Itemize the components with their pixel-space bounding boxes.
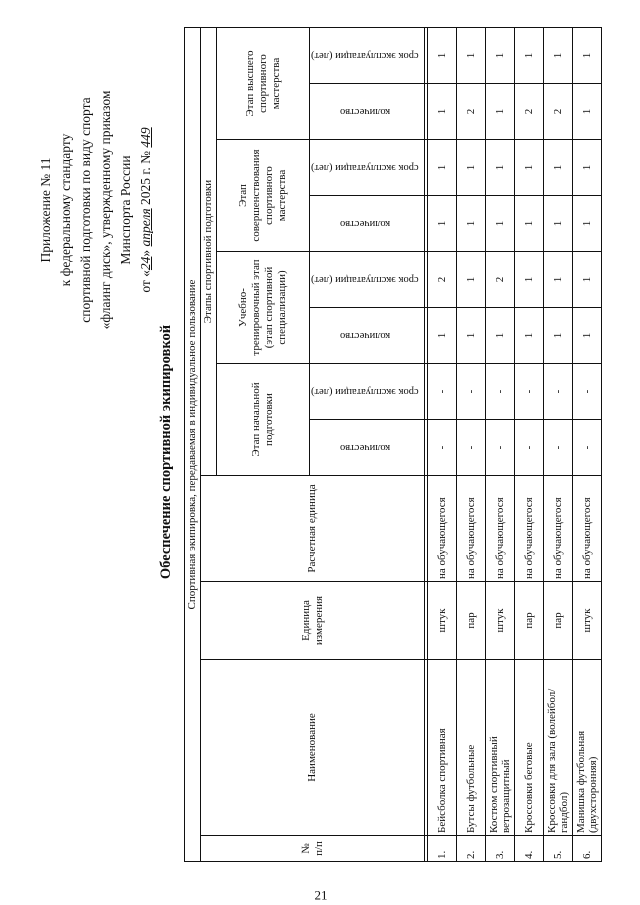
stage-header: Этап высшего спортивного мастерства (217, 28, 310, 140)
value-cell: 1 (428, 28, 457, 84)
page-number: 21 (314, 887, 328, 903)
value-cell: 1 (515, 252, 544, 308)
item-unit: штук (486, 582, 515, 660)
order-day: 24 (138, 256, 153, 271)
stage-header: Учебно-тренировочный этап (этап спортивной специализации) (217, 252, 310, 364)
col-num-header: № п/п (201, 836, 425, 862)
order-month: апреля (138, 208, 153, 247)
value-cell: - (544, 420, 573, 476)
value-cell: 1 (515, 140, 544, 196)
value-cell: - (486, 420, 515, 476)
value-cell: - (428, 420, 457, 476)
sub-header-qty (310, 420, 425, 476)
order-number: 449 (138, 127, 153, 148)
value-cell: 1 (428, 196, 457, 252)
sub-header-text: количество (339, 106, 391, 118)
table-row (457, 28, 486, 862)
sub-header-qty (310, 84, 425, 140)
sub-header-qty (310, 196, 425, 252)
value-cell: - (573, 364, 602, 420)
value-cell: 1 (573, 308, 602, 364)
row-number: 5. (544, 836, 573, 862)
header-line: Минспорта России (118, 155, 133, 265)
value-cell: - (428, 364, 457, 420)
sub-header-text: срок эксплуатации (лет) (311, 386, 419, 398)
stages-header: Этапы спортивной подготовки (201, 28, 217, 476)
value-cell: - (544, 364, 573, 420)
value-cell: - (515, 420, 544, 476)
value-cell: 1 (486, 140, 515, 196)
sub-header-text: количество (339, 442, 391, 454)
value-cell: - (486, 364, 515, 420)
item-name: Кроссовки для зала (волейбол/гандбол) (544, 660, 573, 836)
item-name: Манишка футбольная (двухсторонняя) (573, 660, 602, 836)
value-cell: 1 (457, 28, 486, 84)
value-cell: 2 (486, 252, 515, 308)
value-cell: 1 (544, 140, 573, 196)
item-unit: штук (573, 582, 602, 660)
item-name: Костюм спортивный ветрозащитный (486, 660, 515, 836)
appendix-header (36, 30, 156, 390)
item-unit: пар (544, 582, 573, 660)
value-cell: 1 (457, 308, 486, 364)
value-cell: - (515, 364, 544, 420)
value-cell: 2 (457, 84, 486, 140)
col-unit-header: Единица измерения (201, 582, 425, 660)
value-cell: 2 (544, 84, 573, 140)
value-cell: 1 (428, 140, 457, 196)
value-cell: - (573, 420, 602, 476)
order-date-line (136, 30, 156, 390)
row-number: 2. (457, 836, 486, 862)
item-calc-unit: на обучающегося (486, 476, 515, 582)
value-cell: 1 (544, 252, 573, 308)
sub-header-term (310, 364, 425, 420)
value-cell: 1 (486, 28, 515, 84)
item-name: Бутсы футбольные (457, 660, 486, 836)
stage-header: Этап начальной подготовки (217, 364, 310, 476)
item-unit: пар (515, 582, 544, 660)
equipment-table (184, 27, 602, 862)
value-cell: 1 (457, 140, 486, 196)
sub-header-term (310, 252, 425, 308)
value-cell: 1 (544, 28, 573, 84)
item-calc-unit: на обучающегося (457, 476, 486, 582)
stage-header: Этап совершенствования спортивного мастерства (217, 140, 310, 252)
table-row (428, 28, 457, 862)
table-row (573, 28, 602, 862)
table-row (515, 28, 544, 862)
value-cell: 1 (573, 196, 602, 252)
value-cell: 1 (573, 140, 602, 196)
value-cell: 1 (544, 196, 573, 252)
row-number: 6. (573, 836, 602, 862)
col-calc-header: Расчетная единица (201, 476, 425, 582)
item-calc-unit: на обучающегося (544, 476, 573, 582)
table-row (544, 28, 573, 862)
sub-header-term (310, 28, 425, 84)
table-caption: Спортивная экипировка, передаваемая в индивидуальное пользование (185, 28, 201, 862)
row-number: 3. (486, 836, 515, 862)
sub-header-text: срок эксплуатации (лет) (311, 162, 419, 174)
table-row (486, 28, 515, 862)
header-line: Приложение № 11 (38, 157, 53, 263)
value-cell: 1 (573, 252, 602, 308)
value-cell: 2 (428, 252, 457, 308)
col-name-header: Наименование (201, 660, 425, 836)
value-cell: 1 (573, 84, 602, 140)
sub-header-text: срок эксплуатации (лет) (311, 274, 419, 286)
value-cell: - (457, 364, 486, 420)
item-unit: штук (428, 582, 457, 660)
date-prefix: от « (138, 270, 153, 293)
header-line: «флаинг диск», утвержденному приказом (98, 90, 113, 330)
value-cell: 1 (428, 308, 457, 364)
date-mid: » (138, 249, 153, 257)
value-cell: 1 (573, 28, 602, 84)
item-calc-unit: на обучающегося (428, 476, 457, 582)
rotated-page (30, 22, 610, 903)
value-cell: 1 (486, 84, 515, 140)
value-cell: 1 (457, 252, 486, 308)
value-cell: 1 (515, 28, 544, 84)
value-cell: 1 (515, 196, 544, 252)
sub-header-qty (310, 308, 425, 364)
value-cell: 1 (486, 196, 515, 252)
value-cell: 2 (515, 84, 544, 140)
item-name: Бейсболка спортивная (428, 660, 457, 836)
order-year: 2025 г. № (138, 150, 153, 205)
item-calc-unit: на обучающегося (515, 476, 544, 582)
value-cell: 1 (486, 308, 515, 364)
sub-header-term (310, 140, 425, 196)
page-title: Обеспечение спортивной экипировкой (158, 324, 174, 580)
row-number: 4. (515, 836, 544, 862)
header-line: к федеральному стандарту (58, 133, 73, 287)
value-cell: 1 (428, 84, 457, 140)
sub-header-text: срок эксплуатации (лет) (311, 50, 419, 62)
value-cell: 1 (544, 308, 573, 364)
item-calc-unit: на обучающегося (573, 476, 602, 582)
header-line: спортивной подготовки по виду спорта (78, 97, 93, 323)
item-unit: пар (457, 582, 486, 660)
value-cell: - (457, 420, 486, 476)
value-cell: 1 (515, 308, 544, 364)
sub-header-text: количество (339, 218, 391, 230)
item-name: Кроссовки беговые (515, 660, 544, 836)
sub-header-text: количество (339, 330, 391, 342)
row-number: 1. (428, 836, 457, 862)
value-cell: 1 (457, 196, 486, 252)
